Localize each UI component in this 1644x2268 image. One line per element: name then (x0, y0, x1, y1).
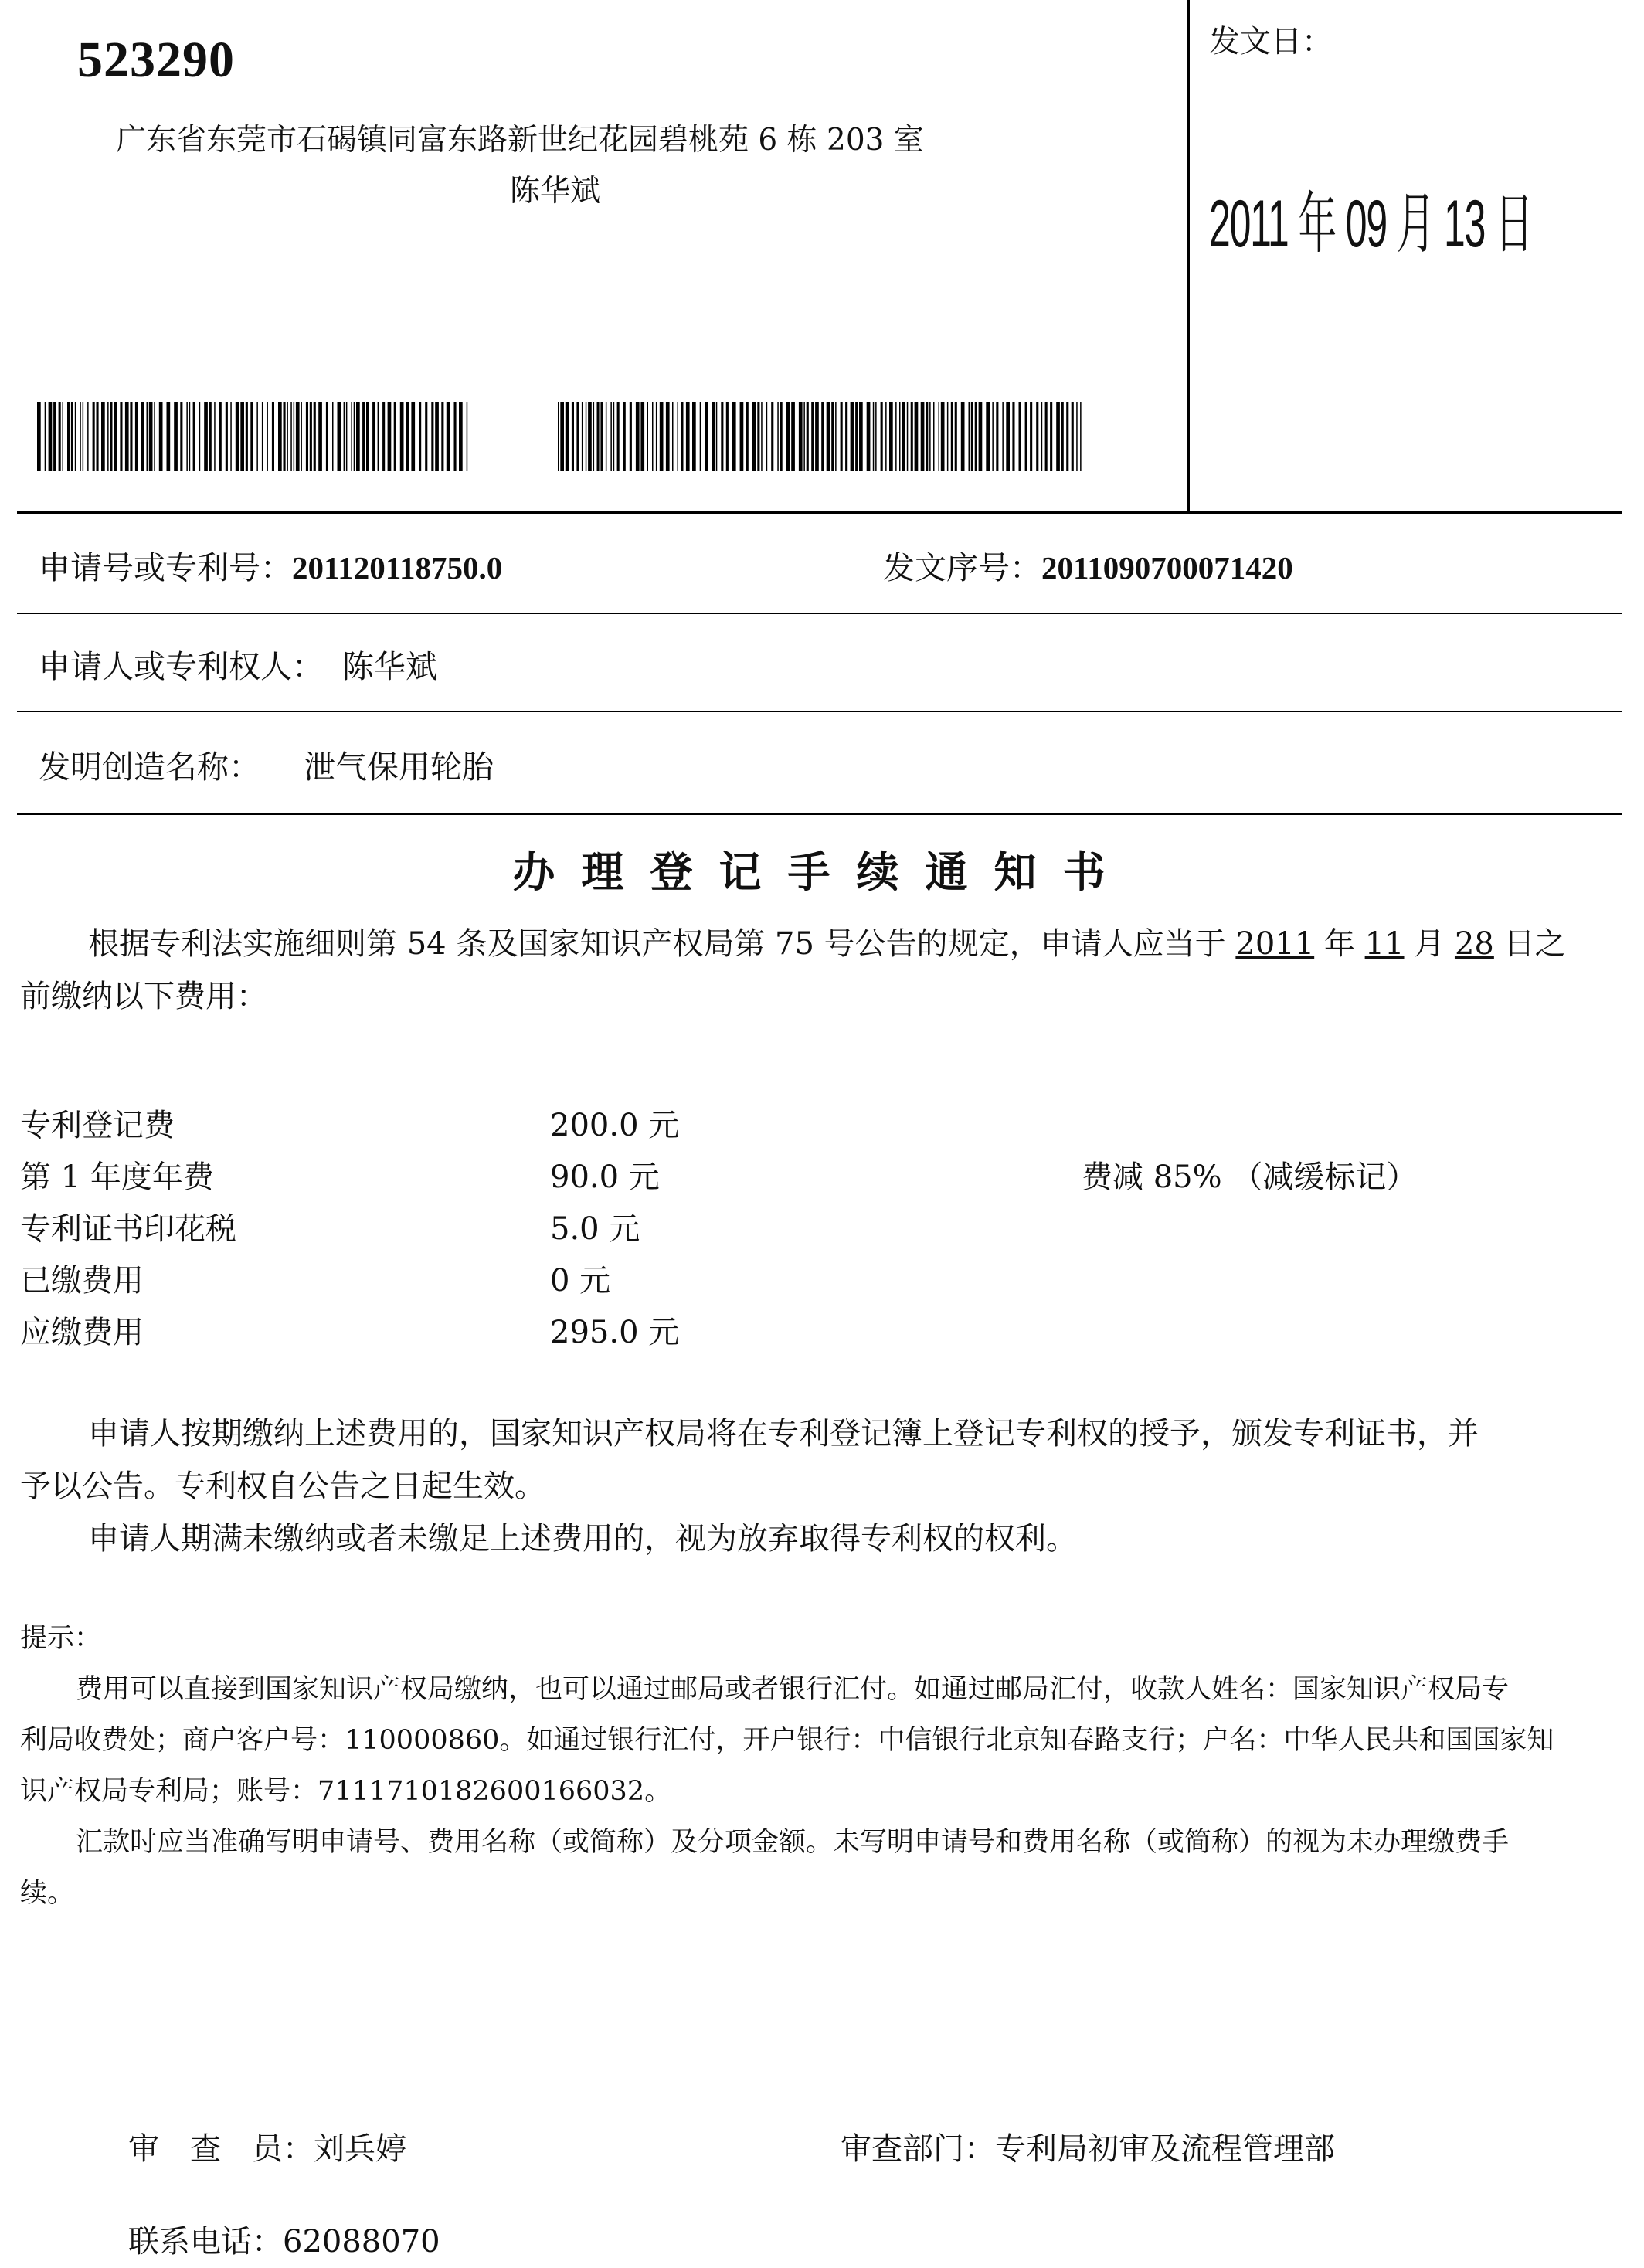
deadline-month: 11 (1364, 926, 1405, 962)
barcode-bar (230, 402, 232, 471)
barcode-bar (672, 402, 674, 471)
intro-line-2: 前缴纳以下费用： (20, 979, 267, 1014)
barcode-bar (647, 402, 649, 471)
barcode-bar (459, 402, 463, 471)
barcode-bar (87, 402, 89, 471)
barcode-bar (149, 402, 153, 471)
postcode: 523290 (77, 32, 235, 88)
barcode-bar (310, 402, 312, 471)
barcode-bar (431, 402, 433, 471)
document-number: 2011090700071420 (1041, 550, 1293, 586)
barcode-bar (219, 402, 222, 471)
application-number-label: 申请号或专利号： (39, 549, 292, 586)
application-number-row (39, 542, 502, 588)
barcode-bar (351, 402, 352, 471)
fee-name: 专利证书印花税 (20, 1211, 236, 1247)
barcode-bar (572, 402, 574, 471)
document-number-label: 发文序号： (883, 549, 1041, 586)
fee-amount: 200.0 元 (550, 1108, 680, 1143)
barcode-bar (921, 402, 925, 471)
barcode-bar (93, 402, 95, 471)
barcode-bar (346, 402, 348, 471)
barcode-bar (971, 402, 973, 471)
barcode-bar (441, 402, 443, 471)
recipient-address: 广东省东莞市石碣镇同富东路新世纪花园碧桃苑 6 栋 203 室 (116, 123, 924, 158)
barcode-bar (180, 402, 182, 471)
barcode-bar (226, 402, 228, 471)
barcode-bar (560, 402, 564, 471)
applicant-label: 申请人或专利权人： (39, 648, 324, 685)
date-value: 2011 年 09 月 13 日 (1209, 187, 1533, 261)
barcode-bar (656, 402, 657, 471)
barcode-bar (362, 402, 365, 471)
barcode-bar (290, 402, 292, 471)
fee-name: 已缴费用 (20, 1263, 144, 1299)
phone-number: 62088070 (283, 2224, 440, 2260)
barcode-bar (610, 402, 612, 471)
barcode-bar (67, 402, 70, 471)
barcode-bar (939, 402, 940, 471)
barcode-bar (851, 402, 854, 471)
barcode-bar (1061, 402, 1064, 471)
barcode-bar (294, 402, 295, 471)
barcode-bar (845, 402, 847, 471)
barcode-bar (1076, 402, 1078, 471)
barcode-bar (246, 402, 248, 471)
barcode-bar (272, 402, 274, 471)
barcode-bar (700, 402, 701, 471)
barcode-bar (1012, 402, 1014, 471)
barcode-bar (791, 402, 795, 471)
barcode-bar (969, 402, 970, 471)
deadline-year: 2011 (1235, 926, 1315, 962)
barcode-bar (167, 402, 171, 471)
barcode-bar (338, 402, 341, 471)
header-vertical-divider (1187, 0, 1190, 513)
barcode-bar (992, 402, 994, 471)
barcode-bar (135, 402, 138, 471)
barcode-bar (130, 402, 132, 471)
tip1-line1: 费用可以直接到国家知识产权局缴纳，也可以通过邮局或者银行汇付。如通过邮局汇付，收款人姓名：国家知识产权局专 (76, 1674, 1510, 1705)
barcode-bar (652, 402, 654, 471)
barcode-bar (284, 402, 286, 471)
barcode-bar (1025, 402, 1028, 471)
barcode-bar (344, 402, 345, 471)
fee-amount: 295.0 元 (550, 1315, 680, 1350)
divider (17, 711, 1622, 712)
barcode-bar (780, 402, 783, 471)
barcode-bar (821, 402, 824, 471)
fee-name: 第 1 年度年费 (20, 1159, 214, 1195)
barcode-bar (394, 402, 396, 471)
fee-note: 费减 85% （减缓标记） (1082, 1159, 1418, 1195)
barcode-bar (593, 402, 595, 471)
barcode-bar (250, 402, 253, 471)
department-name: 专利局初审及流程管理部 (995, 2131, 1335, 2167)
barcode-bar (600, 402, 603, 471)
invention-name: 泄气保用轮胎 (304, 749, 494, 786)
barcode-bar (1080, 402, 1082, 471)
barcode-bar (678, 402, 679, 471)
barcode-bar (986, 402, 990, 471)
tip1-line3: 识产权局专利局；账号：7111710182600166032。 (20, 1776, 672, 1807)
barcode-bar (692, 402, 696, 471)
tip2-line1: 汇款时应当准确写明申请号、费用名称（或简称）及分项金额。未写明申请号和费用名称（或简称）的视为未办理缴费手 (76, 1827, 1510, 1858)
barcode-bar (660, 402, 664, 471)
barcode-bar (803, 402, 805, 471)
barcode-bar (705, 402, 708, 471)
barcode-bar (110, 402, 112, 471)
barcode-bar (382, 402, 385, 471)
recipient-name: 陈华斌 (510, 174, 601, 209)
examiner-label: 审 查 员： (128, 2131, 314, 2167)
barcode-bar (752, 402, 756, 471)
barcode-bar (332, 402, 334, 471)
barcode-bar (640, 402, 644, 471)
barcode-bar (204, 402, 208, 471)
barcode-bar (929, 402, 931, 471)
barcode-bar (947, 402, 949, 471)
barcode-bar (447, 402, 450, 471)
barcode-bar (354, 402, 355, 471)
barcode-bar (1050, 402, 1052, 471)
barcode-bar (388, 402, 392, 471)
barcode-bar (835, 402, 837, 471)
application-number: 201120118750.0 (292, 550, 503, 586)
barcode-bar (236, 402, 239, 471)
barcode-bar (623, 402, 626, 471)
barcode-bar (566, 402, 569, 471)
barcode-bar (907, 402, 909, 471)
year-unit: 年 (1314, 926, 1365, 962)
fee-name: 应缴费用 (20, 1315, 144, 1350)
barcode-bar (606, 402, 607, 471)
barcode-bar (193, 402, 195, 471)
document-number-row (883, 542, 1293, 588)
barcode-bar (267, 402, 268, 471)
tips-label: 提示： (20, 1623, 102, 1654)
barcode-right (558, 402, 1085, 471)
barcode-bar (807, 402, 809, 471)
applicant-row (39, 641, 437, 687)
divider (17, 511, 1622, 514)
barcode-bar (881, 402, 883, 471)
barcode-bar (777, 402, 779, 471)
department-label: 审查部门： (841, 2131, 995, 2167)
barcode-bar (1066, 402, 1068, 471)
barcode-bar (53, 402, 56, 471)
deadline-day: 28 (1454, 926, 1494, 962)
barcode-bar (726, 402, 729, 471)
barcode-bar (63, 402, 64, 471)
divider (17, 813, 1622, 815)
barcode-bar (867, 402, 871, 471)
barcode-bar (831, 402, 834, 471)
barcode-bar (278, 402, 282, 471)
barcode-bar (159, 402, 163, 471)
barcode-bar (301, 402, 302, 471)
divider (17, 613, 1622, 614)
barcode-bar (902, 402, 905, 471)
barcode-bar (214, 402, 216, 471)
barcode-bar (1030, 402, 1032, 471)
barcode-bar (582, 402, 583, 471)
barcode-bar (1072, 402, 1074, 471)
barcode-bar (262, 402, 263, 471)
barcode-bar (597, 402, 600, 471)
barcode-bar (757, 402, 759, 471)
month-unit: 月 (1404, 926, 1455, 962)
barcode-bar (154, 402, 155, 471)
barcode-bar (366, 402, 369, 471)
barcode-bar (209, 402, 212, 471)
intro-text: 根据专利法实施细则第 54 条及国家知识产权局第 75 号公告的规定，申请人应当于 (88, 926, 1236, 962)
barcode-bar (721, 402, 723, 471)
barcode-bar (875, 402, 877, 471)
examiner-row (128, 2124, 406, 2168)
barcode-bar (101, 402, 105, 471)
barcode-bar (37, 402, 41, 471)
barcode-bar (961, 402, 965, 471)
barcode-bar (712, 402, 715, 471)
barcode-bar (975, 402, 977, 471)
barcode-left (37, 402, 470, 471)
barcode-bar (400, 402, 404, 471)
barcode-bar (588, 402, 592, 471)
barcode-bar (296, 402, 300, 471)
barcode-bar (1045, 402, 1048, 471)
barcode-bar (951, 402, 953, 471)
barcode-bar (80, 402, 81, 471)
barcode-bar (372, 402, 375, 471)
barcode-bar (827, 402, 830, 471)
barcode-bar (815, 402, 819, 471)
fee-amount: 0 元 (550, 1263, 611, 1299)
barcode-bar (75, 402, 76, 471)
body-p1-line2: 予以公告。专利权自公告之日起生效。 (20, 1468, 545, 1504)
barcode-bar (147, 402, 148, 471)
barcode-bar (49, 402, 53, 471)
barcode-bar (732, 402, 736, 471)
barcode-bar (771, 402, 773, 471)
barcode-bar (287, 402, 288, 471)
barcode-bar (766, 402, 768, 471)
invention-label: 发明创造名称： (39, 749, 260, 786)
barcode-bar (895, 402, 897, 471)
fee-amount: 5.0 元 (550, 1211, 640, 1247)
barcode-bar (740, 402, 744, 471)
barcode-bar (576, 402, 579, 471)
barcode-bar (686, 402, 690, 471)
barcode-bar (174, 402, 178, 471)
tip1-line2: 利局收费处；商户客户号：110000860。如通过银行汇付，开户银行：中信银行北京知春路支行；户名：中华人民共和国国家知 (20, 1725, 1554, 1756)
barcode-bar (318, 402, 322, 471)
barcode-bar (256, 402, 258, 471)
barcode-bar (885, 402, 887, 471)
barcode-bar (1006, 402, 1010, 471)
barcode-bar (435, 402, 439, 471)
barcode-bar (467, 402, 468, 471)
barcode-bar (83, 402, 84, 471)
intro-paragraph (20, 918, 1627, 1023)
barcode-bar (636, 402, 640, 471)
barcode-bar (59, 402, 61, 471)
barcode-bar (941, 402, 945, 471)
barcode-bar (617, 402, 620, 471)
barcode-bar (716, 402, 718, 471)
barcode-bar (199, 402, 201, 471)
barcode-bar (1002, 402, 1004, 471)
notice-title: 办理登记手续通知书 (512, 847, 1132, 897)
barcode-bar (786, 402, 790, 471)
tip2-line2: 续。 (20, 1878, 75, 1909)
barcode-bar (120, 402, 122, 471)
barcode-bar (915, 402, 919, 471)
examiner-name: 刘兵婷 (314, 2131, 406, 2167)
department-row (841, 2124, 1335, 2168)
barcode-bar (45, 402, 46, 471)
barcode-bar (306, 402, 308, 471)
barcode-bar (1056, 402, 1060, 471)
barcode-bar (859, 402, 863, 471)
barcode-bar (125, 402, 129, 471)
applicant-name: 陈华斌 (342, 648, 437, 685)
barcode-bar (855, 402, 858, 471)
date-label: 发文日： (1209, 24, 1333, 59)
barcode-bar (613, 402, 615, 471)
barcode-bar (955, 402, 957, 471)
barcode-bar (186, 402, 188, 471)
barcode-bar (406, 402, 409, 471)
barcode-bar (97, 402, 99, 471)
barcode-bar (630, 402, 632, 471)
barcode-bar (114, 402, 117, 471)
barcode-bar (71, 402, 73, 471)
barcode-bar (189, 402, 191, 471)
barcode-bar (841, 402, 843, 471)
body-p2: 申请人期满未缴纳或者未缴足上述费用的，视为放弃取得专利权的权利。 (88, 1521, 1077, 1557)
barcode-bar (746, 402, 749, 471)
barcode-bar (314, 402, 316, 471)
barcode-bar (666, 402, 670, 471)
barcode-bar (926, 402, 928, 471)
barcode-bar (873, 402, 875, 471)
fee-name: 专利登记费 (20, 1108, 175, 1143)
phone-label: 联系电话： (128, 2224, 283, 2260)
day-unit: 日之 (1493, 926, 1566, 962)
barcode-bar (411, 402, 415, 471)
barcode-bar (419, 402, 421, 471)
barcode-bar (240, 402, 244, 471)
barcode-bar (425, 402, 427, 471)
barcode-bar (889, 402, 893, 471)
barcode-bar (911, 402, 913, 471)
barcode-bar (799, 402, 803, 471)
barcode-bar (326, 402, 328, 471)
invention-row (39, 742, 494, 787)
barcode-bar (558, 402, 559, 471)
barcode-bar (356, 402, 360, 471)
tips-section (20, 1613, 1635, 1919)
barcode-bar (378, 402, 379, 471)
barcode-bar (1019, 402, 1021, 471)
barcode-bar (811, 402, 814, 471)
barcode-bar (586, 402, 587, 471)
barcode-bar (1036, 402, 1038, 471)
barcode-bar (681, 402, 683, 471)
barcode-bar (933, 402, 935, 471)
barcode-bar (454, 402, 457, 471)
barcode-bar (899, 402, 901, 471)
body-paragraphs (20, 1407, 1627, 1565)
body-p1-line1: 申请人按期缴纳上述费用的，国家知识产权局将在专利登记簿上登记专利权的授予，颁发专利证书，并 (88, 1416, 1479, 1451)
barcode-bar (979, 402, 983, 471)
barcode-bar (141, 402, 144, 471)
phone-row (128, 2217, 440, 2261)
barcode-bar (1041, 402, 1043, 471)
barcode-bar (996, 402, 998, 471)
barcode-bar (761, 402, 763, 471)
fee-amount: 90.0 元 (550, 1159, 660, 1195)
barcode-bar (107, 402, 109, 471)
